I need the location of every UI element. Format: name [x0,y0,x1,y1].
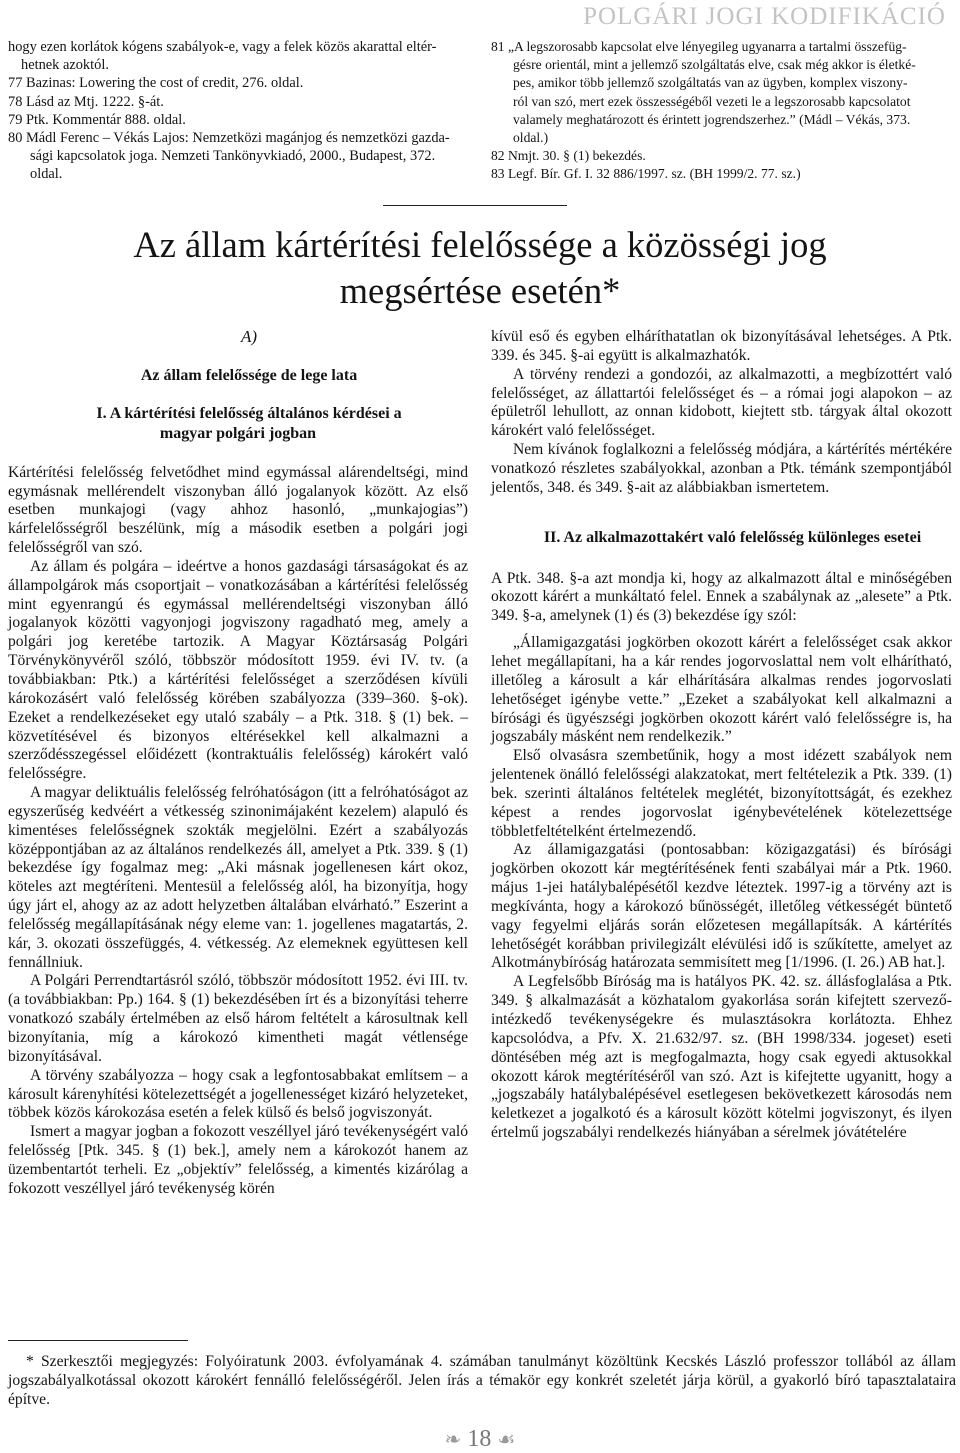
footnotes-left [8,38,455,184]
title-line-1: Az állam kártérítési felelőssége a közösségi jog [133,224,827,265]
running-header: POLGÁRI JOGI KODIFIKÁCIÓ [583,3,946,30]
section-heading: II. Az alkalmazottakért való felelősség különleges esetei [543,528,922,546]
divider [383,205,567,206]
footnote-line: 78 Lásd az Mtj. 1222. §-át. [8,93,164,110]
ornament-right-icon: ☙ [497,1429,516,1451]
paragraph: A Legfelsőbb Bíróság ma is hatályos PK. 42. sz. állásfoglalása a Ptk. 349. § alkalmazását a közhatalom gyakorlása során kifejtett szervező-intézkedő tevékenységekre és mulasztásokra korlátozta. Ehhez kapcsolódva, a Pfv. X. 21.632/97. sz. (BH 1998/334. jogeset) eseti döntésében még azt is megfogalmazta, hogy csak egyedi aktusokkal okozott károk megtérítéséről van szó. Azt is kifejtette ugyanitt, hogy a „jogszabály hatálybalépésével esetlegesen bekövetkezett károsodás nem keletkezet a jogalkotó és a károsult között kötelmi jogviszonyt, és ilyen értelmű jogszabályi rendelkezés hiányában a sérelmek jóvátételére [491,973,952,1142]
page-number-value: 18 [467,1426,492,1452]
footnote-line: valamely meghatározott és érintett jogrendszerhez.” (Mádl – Vékás, 373. [513,111,911,127]
paragraph: kívül eső és egyben elháríthatatlan ok bizonyításával lehetséges. A Ptk. 339. és 345. §-ai együtt is alkalmazhatók. [491,328,952,364]
footnote-line: 80 Mádl Ferenc – Vékás Lajos: Nemzetközi magánjog és nemzetközi gazda- [8,130,450,147]
article-title [0,222,960,314]
part-heading: A) [240,327,258,346]
footnote-line: 79 Ptk. Kommentár 888. oldal. [8,111,186,128]
footnote-line: sági kapcsolatok joga. Nemzeti Tankönyvkiadó, 2000., Budapest, 372. [30,148,436,165]
footnote-line: 81 „A legszorosabb kapcsolat elve lényegileg ugyanarra a tartalmi összefüg- [491,39,907,54]
paragraph: A törvény rendezi a gondozói, az alkalmazotti, a megbízottért való felelősséget, az állattartói felelősséget és – a római jogi alapokon – az épületről lehullott, az onnan kidobott, kiejtett stb. tárgyak által okozott károkért való felelősséget. [491,365,952,440]
footnote-line: hogy ezen korlátok kógens szabályok-e, vagy a felek közös akarattal eltér- [8,39,437,55]
right-column [491,328,952,1143]
paragraph: A Ptk. 348. §-a azt mondja ki, hogy az alkalmazott által e minőségében okozott kárért a munkáltató felel. Ennek a szabálynak az „alesete” a Ptk. 349. §-a, amelynek (1) és (3) bekezdése így szól: [491,569,952,625]
paragraph: A törvény szabályozza – hogy csak a legfontosabbakat említsem – a károsult kárenyhítési kötelezettségét a jogellenességet kizáró helyzeteket, többek közös károkozása esetén a felek külső és belső jogviszonyát. [8,1066,468,1122]
paragraph: Nem kívánok foglalkozni a felelősség módjára, a kártérítés mértékére vonatkozó részletes szabályokkal, azonban a Ptk. témánk szempontjából jelentős, 348. és 349. §-ait az alábbiakban ismertetem. [491,441,952,496]
footnote-line: 83 Legf. Bír. Gf. I. 32 886/1997. sz. (BH 1999/2. 77. sz.) [491,166,801,182]
page-number [0,1426,960,1453]
paragraph: A magyar deliktuális felelősség felróhatóságon (itt a felróhatóságot az egyszerűség kedvéért a vétkesség szinonimájaként kezelem) alapuló és kimentéses felelősségnek szokták megjelölni. Ezért a szabályozás középpontjában az az általános rendelkezés áll, amelyet a Ptk. 339. § (1) bekezdése így fogalmaz meg: „Aki másnak jogellenesen kárt okoz, köteles azt megtéríteni. Mentesül a felelősség alól, ha bizonyítja, hogy úgy járt el, ahogy az az adott helyzetben általában elvárható.” Eszerint a felelősség megállapításának négy eleme van: 1. jogellenes magatartás, 2. kár, 3. okozati összefüggés, 4. vétkesség. Az elemeknek együttesen kell fennállniuk. [8,784,468,971]
paragraph: Ismert a magyar jogban a fokozott veszéllyel járó tevékenységért való felelősség [Ptk. 345. § (1) bek.], amely nem a károkozót hanem az üzembentartót terheli. Ez „objektív” felelősség, a kimentés kizárólag a fokozott veszéllyel járó tevékenység körén [8,1123,468,1197]
footnote-line: oldal. [30,166,63,183]
footnote-line: 82 Nmjt. 30. § (1) bekezdés. [491,148,646,164]
footnote-line: 77 Bazinas: Lowering the cost of credit, 276. oldal. [8,75,304,92]
paragraph: Kártérítési felelősség felvetődhet mind egymással alárendeltségi, mind egymásnak mellérendelt viszonyban álló jogalanyok között. Az első esetben munkajogi (vagy ahhoz hasonló, „munkajogias”) kárfelelősségről beszélünk, míg a második esetben a polgári jogi felelősségről van szó. [8,463,468,557]
ornament-left-icon: ❧ [444,1429,462,1451]
footnotes-right [491,38,952,184]
footnote-line: pes, amikor több jellemző szolgáltatás van az ügyben, komplex viszony- [513,75,908,91]
paragraph: Az államigazgatási (pontosabban: közigazgatási) és bírósági jogkörben okozott kár megtérítésének fenti szabályai már a Ptk. 1960. május 1-jei hatálybalépésétől kezdve léteztek. 1997-ig a törvény azt is megkívánta, hogy a károkozó bűnösségét, illetőleg vétkességét büntető vagy fegyelmi eljárás során előzetesen megállapítsák. A kártérítés lehetőségét korábban privilegizált elévülési idő is szűkítette, amelyet az Alkotmánybíróság határozata semmisített meg [1/1996. (I. 26.) AB hat.]. [491,841,952,972]
section-heading: I. A kártérítési felelősség általános kérdései a magyar polgári jogban [96,404,402,442]
part-title: Az állam felelőssége de lege lata [140,366,358,384]
paragraph: Az állam és polgára – ideértve a honos gazdasági társaságokat és az állampolgárok más csoportjait – vonatkozásában a kártérítési felelősség mint egyenrangú és egymással mellérendeltségi viszonyban álló jogalanyok közötti vagyonjogi jogviszony ragadható meg, amely a polgári jog keretébe tartozik. A Magyar Köztársaság Polgári Törvénykönyvéről szóló, többször módosított 1959. évi IV. tv. (a továbbiakban: Ptk.) a kártérítési felelősséget a szerződésen kívüli károkozásért való felelősség körében szabályozza (339–360. §-ok). Ezeket a rendelkezéseket egy utaló szabály – a Ptk. 318. § (1) bek. – közvetítésével és bizonyos eltérésekkel kell alkalmazni a szerződésszegéssel előidézett (kontraktuális felelősség) károkért való felelősségre. [8,557,468,783]
paragraph: Első olvasásra szembetűnik, hogy a most idézett szabályok nem jelentenek önálló felelősségi alakzatokat, mert feltételezik a Ptk. 339. (1) bek. szerinti általános feltételek meglétét, bizonyítottságát, és ezekhez képest a rendes jogorvoslat igénybevételének kötelezettsége többletfeltételként értelmezendő. [491,747,952,840]
footnote-line: hetnek azoktól. [21,57,109,74]
paragraph: „Államigazgatási jogkörben okozott kárért a felelősséget csak akkor lehet megállapítani, ha a kár rendes jogorvoslattal nem volt elhárítható, illetőleg a károsult a kár elhárítására alkalmas rendes jogorvoslati lehetőséget igénybe vette.” „Ezeket a szabályokat kell alkalmazni a bírósági és ügyészségi jogkörben okozott kárért való felelősségre is, ha jogszabály másként nem rendelkezik.” [491,634,952,746]
editorial-footnote [8,1352,956,1409]
footnote-divider [8,1340,188,1341]
footnote-line: oldal.) [513,130,549,146]
paragraph: A Polgári Perrendtartásról szóló, többször módosított 1952. évi III. tv. (a továbbiakban: Pp.) 164. § (1) bekezdésében írt és a bizonyítási teherre vonatkozó szabály értelmében az első három feltételt a károsultnak kell bizonyítania, míg a károkozó kimentheti magát vétlensége bizonyításával. [8,972,468,1065]
left-column [8,328,468,1199]
footnote-line: gésre orientál, mint a jellemző szolgáltatás elve, csak még akkor is életké- [513,57,916,73]
footnote-line: ról van szó, mert ezek összességéből vezeti le a legszorosabb kapcsolatot [513,93,911,109]
footnote-text: * Szerkesztői megjegyzés: Folyóiratunk 2003. évfolyamának 4. számában tanulmányt közöltünk Kecskés László professzor tollából az állam jogszabályalkotással okozott károkért fennálló felelősségéről. Jelen írás a témakör egy konkrét szeletét járja körül, a gyakorló bíró tapasztalataira építve. [8,1353,956,1408]
title-line-2: megsértése esetén* [339,270,621,311]
